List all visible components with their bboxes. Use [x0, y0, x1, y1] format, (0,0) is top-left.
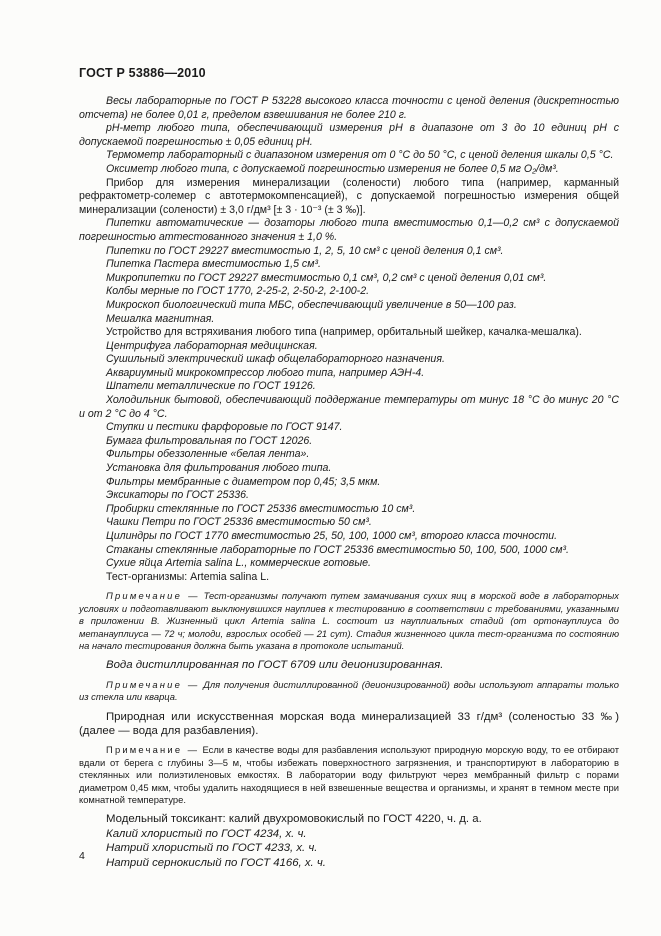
paragraph-microscope: Микроскоп биологический типа МБС, обеспечивающий увеличение в 50—100 раз.: [106, 298, 517, 311]
note-sea-water: [79, 744, 619, 806]
paragraph-auto-pipettes: Пипетки автоматические — дозаторы любого типа вместимостью 0,1—0,2 см³ с допускаемой погрешностью аттестованного значения ± 1,0 %.: [79, 217, 619, 243]
note-text: Если в качестве воды для разбавления используют природную морскую воду, то ее отбирают вдали от берега с глубины 3—5 м, чтобы избежать поверхностного загрязнения, и транспортируют в лабораторию в стеклянных или полиэтиленовых емкостях. В лаборатории воду фильтруют через мембранный фильтр с порами диаметром 0,45 мкм, чтобы удалить находящиеся в ней взвешенные вещества и организмы, и хранят в темном месте при комнатной температуре.: [79, 744, 619, 806]
paragraph-test-tubes: Пробирки стеклянные по ГОСТ 25336 вместимостью 10 см³.: [106, 502, 416, 515]
note-lead: Примечание —: [106, 744, 200, 756]
paragraph-sodium-sulfate: Натрий сернокислый по ГОСТ 4166, х. ч.: [106, 856, 326, 869]
page-number: 4: [79, 850, 85, 862]
paragraph-petri-dishes: Чашки Петри по ГОСТ 25336 вместимостью 50 см³.: [106, 516, 372, 529]
paragraph-thermometer: Термометр лабораторный с диапазоном измерения от 0 °С до 50 °С, с ценой деления шкалы 0,5 °С.: [106, 149, 614, 162]
paragraph-filters-ashless: Фильтры обеззоленные «белая лента».: [106, 448, 310, 461]
paragraph-test-organisms: Тест-организмы: Artemia salina L.: [106, 570, 270, 583]
paragraph-stirrer: Мешалка магнитная.: [106, 312, 215, 325]
paragraph-sodium-chloride: Натрий хлористый по ГОСТ 4233, х. ч.: [106, 842, 318, 855]
paragraph-distilled-water: Вода дистиллированная по ГОСТ 6709 или деионизированная.: [106, 659, 444, 672]
paragraph-filtration-unit: Установка для фильтрования любого типа.: [106, 462, 332, 475]
paragraph-sea-water: Природная или искусственная морская вода минерализацией 33 г/дм³ (соленостью 33 ‰) (далее — вода для разбавления).: [79, 710, 619, 738]
paragraph-compressor: Аквариумный микрокомпрессор любого типа, например АЭН-4.: [106, 366, 425, 379]
paragraph-desiccators: Эксикаторы по ГОСТ 25336.: [106, 489, 249, 502]
paragraph-salinity-meter: Прибор для измерения минерализации (солености) любого типа (например, карманный рефрактометр-солемер с автотермокомпенсацией), с допускаемой погрешностью измерения общей минерализации (солености) ± 3,0 г/дм³ [± 3 · 10⁻³ (± 3 ‰)].: [79, 176, 619, 216]
note-text: Для получения дистиллированной (деионизированной) воды используют аппараты только из стекла или кварца.: [79, 678, 619, 703]
document-body: [79, 95, 619, 870]
paragraph-ph-meter: pH-метр любого типа, обеспечивающий измерения pH в диапазоне от 3 до 10 единиц pH с допускаемой погрешностью ± 0,05 единиц pH.: [79, 122, 619, 148]
note-test-organisms: [79, 590, 619, 652]
paragraph-centrifuge: Центрифуга лабораторная медицинская.: [106, 339, 318, 352]
paragraph-flasks: Колбы мерные по ГОСТ 1770, 2-25-2, 2-50-2, 2-100-2.: [106, 285, 370, 298]
paragraph-cylinders: Цилиндры по ГОСТ 1770 вместимостью 25, 50, 100, 1000 см³, второго класса точности.: [106, 530, 558, 542]
paragraph-pasteur-pipette: Пипетка Пастера вместимостью 1,5 см³.: [106, 258, 321, 271]
paragraph-membrane-filters: Фильтры мембранные с диаметром пор 0,45; 3,5 мкм.: [106, 475, 381, 488]
paragraph-model-toxicant: Модельный токсикант: калий двухромовокислый по ГОСТ 4220, ч. д. а.: [106, 813, 482, 826]
paragraph-filter-paper: Бумага фильтровальная по ГОСТ 12026.: [106, 434, 313, 447]
paragraph-oximeter: Оксиметр любого типа, с допускаемой погрешностью измерения не более 0,5 мг O₂/дм³.: [106, 162, 559, 175]
note-distilled-water: [79, 679, 619, 704]
paragraph-micropipettes: Микропипетки по ГОСТ 29227 вместимостью 0,1 см³, 0,2 см³ с ценой деления 0,01 см³.: [106, 271, 547, 284]
paragraph-scales: Весы лабораторные по ГОСТ Р 53228 высокого класса точности с ценой деления (дискретностью отсчета) не более 0,01 г, пределом взвешивания не более 210 г.: [79, 95, 619, 121]
note-text: Тест-организмы получают путем замачивания сухих яиц в морской воде в лабораторных условиях и подготавливают выклюнувшихся науплиев к тестированию в соответствии с требованиями, указанными в приложении В. Жизненный цикл Artemia salina L. состоит из науплиальных стадий (от ортонауплиуса до метанауплиуса — 72 ч; молоди, взрослых особей — 21 сут). Стадия жизненного цикла тест-организма по состоянию на начало тестирования должна быть указана в протоколе испытаний.: [79, 590, 619, 651]
paragraph-beakers: Стаканы стеклянные лабораторные по ГОСТ 25336 вместимостью 50, 100, 500, 1000 см³.: [106, 543, 569, 556]
paragraph-spatulas: Шпатели металлические по ГОСТ 19126.: [106, 380, 316, 393]
paragraph-mortars: Ступки и пестики фарфоровые по ГОСТ 9147.: [106, 421, 343, 434]
note-lead: Примечание —: [106, 590, 200, 602]
note-lead: Примечание —: [106, 678, 200, 690]
paragraph-pipettes: Пипетки по ГОСТ 29227 вместимостью 1, 2, 5, 10 см³ с ценой деления 0,1 см³.: [106, 244, 504, 257]
paragraph-refrigerator: Холодильник бытовой, обеспечивающий поддержание температуры от минус 18 °С до минус 20 °С и от 2 °С до 4 °С.: [79, 394, 619, 420]
paragraph-drying-cabinet: Сушильный электрический шкаф общелабораторного назначения.: [106, 353, 445, 366]
paragraph-dry-eggs: Сухие яйца Artemia salina L., коммерческие готовые.: [106, 557, 371, 570]
page-header: ГОСТ Р 53886—2010: [79, 66, 206, 80]
paragraph-shaker: Устройство для встряхивания любого типа (например, орбитальный шейкер, качалка-мешалка).: [106, 326, 582, 339]
paragraph-potassium-chloride: Калий хлористый по ГОСТ 4234, х. ч.: [106, 827, 307, 840]
